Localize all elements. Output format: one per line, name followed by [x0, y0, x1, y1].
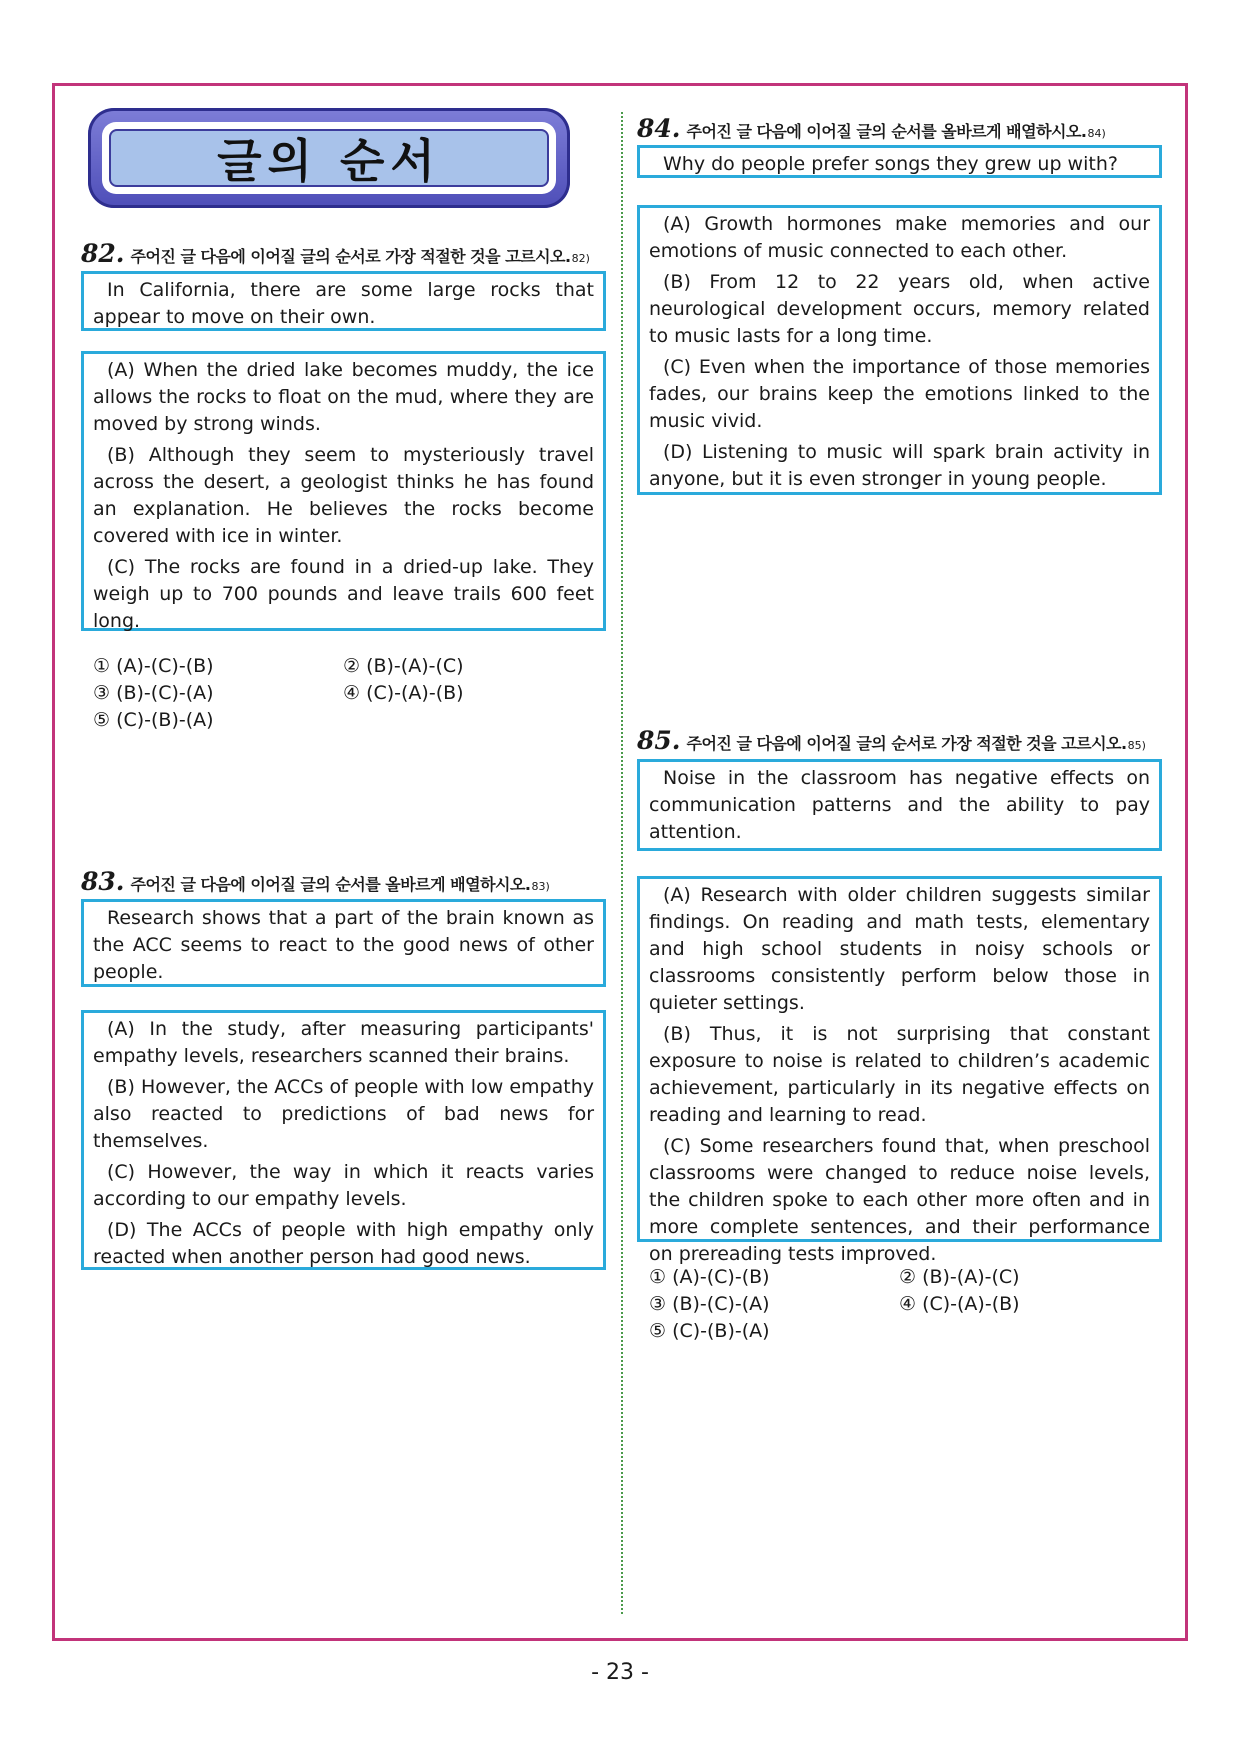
- given-passage-box: [81, 271, 606, 331]
- section-title-banner: [88, 108, 570, 208]
- question-85: [637, 726, 1162, 1345]
- footnote-marker: 82): [571, 252, 590, 265]
- banner-inner: [102, 122, 556, 194]
- choice-5[interactable]: ⑤ (C)-(B)-(A): [649, 1320, 770, 1342]
- choice-1[interactable]: ① (A)-(C)-(B): [93, 655, 214, 677]
- paragraph-b: (B) Although they seem to mysteriously travel across the desert, a geologist thinks he has found an explanation. He believes the rocks become covered with ice in winter.: [93, 444, 594, 547]
- question-header: [637, 726, 1162, 754]
- page-title: 글의 순서: [217, 134, 441, 188]
- choice-2[interactable]: ② (B)-(A)-(C): [343, 655, 464, 677]
- choice-1[interactable]: ① (A)-(C)-(B): [649, 1266, 770, 1288]
- question-header: [81, 239, 606, 267]
- footnote-marker: 83): [531, 880, 550, 893]
- paragraphs-box: [81, 351, 606, 631]
- question-prompt: 주어진 글 다음에 이어질 글의 순서를 올바르게 배열하시오.: [130, 875, 531, 894]
- given-passage-box: [81, 899, 606, 987]
- choice-5[interactable]: ⑤ (C)-(B)-(A): [93, 709, 214, 731]
- paragraph-c: (C) Some researchers found that, when preschool classrooms were changed to reduce noise levels, the children spoke to each other more often and in more complete sentences, and their performance on prereading tests improved.: [649, 1135, 1150, 1265]
- given-passage-box: [637, 759, 1162, 851]
- paragraph-c: (C) Even when the importance of those memories fades, our brains keep the emotions linked to the music vivid.: [649, 356, 1150, 432]
- question-82: [81, 239, 606, 734]
- answer-choices: [81, 653, 606, 734]
- paragraph-b: (B) Thus, it is not surprising that constant exposure to noise is related to children’s academic achievement, particularly in its negative effects on reading and learning to read.: [649, 1023, 1150, 1126]
- choice-4[interactable]: ④ (C)-(A)-(B): [899, 1293, 1020, 1315]
- choice-3[interactable]: ③ (B)-(C)-(A): [649, 1293, 770, 1315]
- question-header: [637, 114, 1162, 142]
- answer-choices: [637, 1264, 1162, 1345]
- paragraphs-box: [637, 205, 1162, 495]
- paragraph-c: (C) However, the way in which it reacts varies according to our empathy levels.: [93, 1161, 594, 1210]
- choice-4[interactable]: ④ (C)-(A)-(B): [343, 682, 464, 704]
- choice-2[interactable]: ② (B)-(A)-(C): [899, 1266, 1020, 1288]
- paragraph-c: (C) The rocks are found in a dried-up lake. They weigh up to 700 pounds and leave trails 600 feet long.: [93, 556, 594, 632]
- page-number: - 23 -: [591, 1660, 649, 1685]
- footnote-marker: 85): [1127, 739, 1146, 752]
- given-passage: Why do people prefer songs they grew up with?: [663, 153, 1118, 175]
- paragraph-a: (A) When the dried lake becomes muddy, the ice allows the rocks to float on the mud, where they are moved by strong winds.: [93, 359, 594, 435]
- given-passage: Research shows that a part of the brain known as the ACC seems to react to the good news of other people.: [93, 907, 594, 983]
- given-passage: In California, there are some large rocks that appear to move on their own.: [93, 279, 594, 328]
- question-header: [81, 867, 606, 895]
- banner-fill: [109, 129, 549, 187]
- paragraph-b: (B) From 12 to 22 years old, when active neurological development occurs, memory related to music lasts for a long time.: [649, 271, 1150, 347]
- question-prompt: 주어진 글 다음에 이어질 글의 순서를 올바르게 배열하시오.: [686, 122, 1087, 141]
- question-number: 85.: [637, 726, 681, 755]
- paragraph-a: (A) In the study, after measuring participants' empathy levels, researchers scanned their brains.: [93, 1018, 594, 1067]
- column-divider: [621, 112, 623, 1614]
- paragraph-b: (B) However, the ACCs of people with low empathy also reacted to predictions of bad news for themselves.: [93, 1076, 594, 1152]
- question-number: 84.: [637, 114, 681, 143]
- question-84: [637, 114, 1162, 495]
- paragraph-a: (A) Growth hormones make memories and our emotions of music connected to each other.: [649, 213, 1150, 262]
- paragraphs-box: [81, 1010, 606, 1270]
- given-passage-box: [637, 145, 1162, 178]
- paragraph-d: (D) Listening to music will spark brain activity in anyone, but it is even stronger in young people.: [649, 441, 1150, 490]
- choice-3[interactable]: ③ (B)-(C)-(A): [93, 682, 214, 704]
- question-83: [81, 867, 606, 1270]
- question-number: 82.: [81, 239, 125, 268]
- question-prompt: 주어진 글 다음에 이어질 글의 순서로 가장 적절한 것을 고르시오.: [686, 734, 1127, 753]
- paragraphs-box: [637, 876, 1162, 1265]
- question-prompt: 주어진 글 다음에 이어질 글의 순서로 가장 적절한 것을 고르시오.: [130, 247, 571, 266]
- question-number: 83.: [81, 867, 125, 896]
- given-passage: Noise in the classroom has negative effects on communication patterns and the ability to pay attention.: [649, 767, 1150, 843]
- paragraph-a: (A) Research with older children suggests similar findings. On reading and math tests, elementary and high school students in noisy schools or classrooms consistently perform below those in quieter settings.: [649, 884, 1150, 1014]
- paragraph-d: (D) The ACCs of people with high empathy only reacted when another person had good news.: [93, 1219, 594, 1268]
- footnote-marker: 84): [1087, 127, 1106, 140]
